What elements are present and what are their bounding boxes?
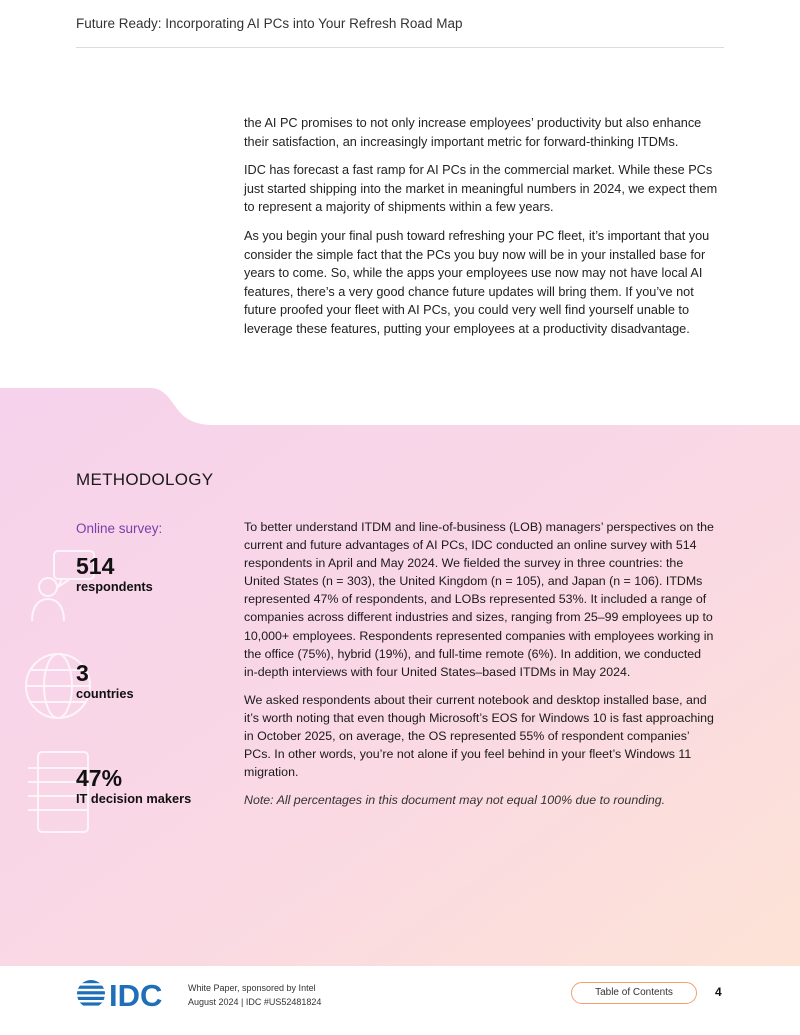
- running-header: [76, 15, 724, 48]
- rounding-note: Note: All percentages in this document may not equal 100% due to rounding.: [244, 793, 666, 808]
- intro-paragraph: IDC has forecast a fast ramp for AI PCs in the commercial market. While these PCs just started shipping into the market in meaningful numbers in 2024, we expect them to represent a majority of shipments within a few years.: [244, 163, 718, 215]
- methodology-body: [244, 518, 716, 819]
- intro-paragraph: As you begin your final push toward refreshing your PC fleet, it’s important that you consider the simple fact that the PCs you buy now will be in your installed base for years to come. So, while the apps your employees use now may not have local AI features, there’s a very good chance future updates will bring them. If you’ve not future proofed your fleet with AI PCs, you could very well find yourself unable to leverage these features, putting your employees at a productivity disadvantage.: [244, 228, 710, 336]
- stat-number: 3: [76, 660, 89, 686]
- stat-countries: [76, 660, 134, 702]
- idc-logo: [76, 979, 168, 1009]
- stat-label: IT decision makers: [76, 791, 192, 806]
- stat-it-decision-makers: [76, 765, 191, 807]
- logo-text: IDC: [109, 979, 163, 1009]
- methodology-paragraph: We asked respondents about their current notebook and desktop installed base, and it’s worth noting that even though Microsoft’s EOS for Windows 10 is fast approaching in October 2025, on average, the OS represented 55% of respondent companies’ PCs. In other words, you’re not alone if you feel behind in your fleet’s Windows 11 migration.: [244, 692, 714, 780]
- stat-number: 47%: [76, 765, 123, 791]
- table-of-contents-button[interactable]: Table of Contents: [571, 982, 697, 1004]
- survey-label: Online survey:: [76, 521, 163, 536]
- page-number: 4: [715, 985, 722, 999]
- stat-label: respondents: [76, 579, 153, 594]
- intro-paragraph: the AI PC promises to not only increase employees’ productivity but also enhance their satisfaction, an increasingly important metric for forward-thinking ITDMs.: [244, 116, 702, 149]
- stat-number: 514: [76, 553, 115, 579]
- footer-meta: [188, 981, 321, 1009]
- methodology-title: METHODOLOGY: [76, 470, 214, 489]
- methodology-paragraph: To better understand ITDM and line-of-business (LOB) managers’ perspectives on the current and future advantages of AI PCs, IDC conducted an online survey with 514 respondents in April and May 2024. We fielded the survey in three countries: the United States (n = 303), the United Kingdom (n = 105), and Japan (n = 106). ITDMs represented 47% of respondents, and LOBs represented 53%. It included a range of companies across different industries and sizes, ranging from 25–99 employees up to 10,000+ employees. Respondents represented companies with employees working in the office (75%), hybrid (19%), and full-time remote (6%). In addition, we conducted in-depth interviews with four United States–based ITDMs in May 2024.: [244, 520, 714, 679]
- footer-sponsor: White Paper, sponsored by Intel: [188, 983, 316, 993]
- intro-text: [244, 114, 722, 349]
- stat-respondents: [76, 553, 153, 595]
- footer-doc-id: August 2024 | IDC #US52481824: [188, 997, 322, 1007]
- stat-label: countries: [76, 686, 134, 701]
- document-title: Future Ready: Incorporating AI PCs into Your Refresh Road Map: [76, 16, 463, 31]
- page-footer: [0, 966, 800, 1035]
